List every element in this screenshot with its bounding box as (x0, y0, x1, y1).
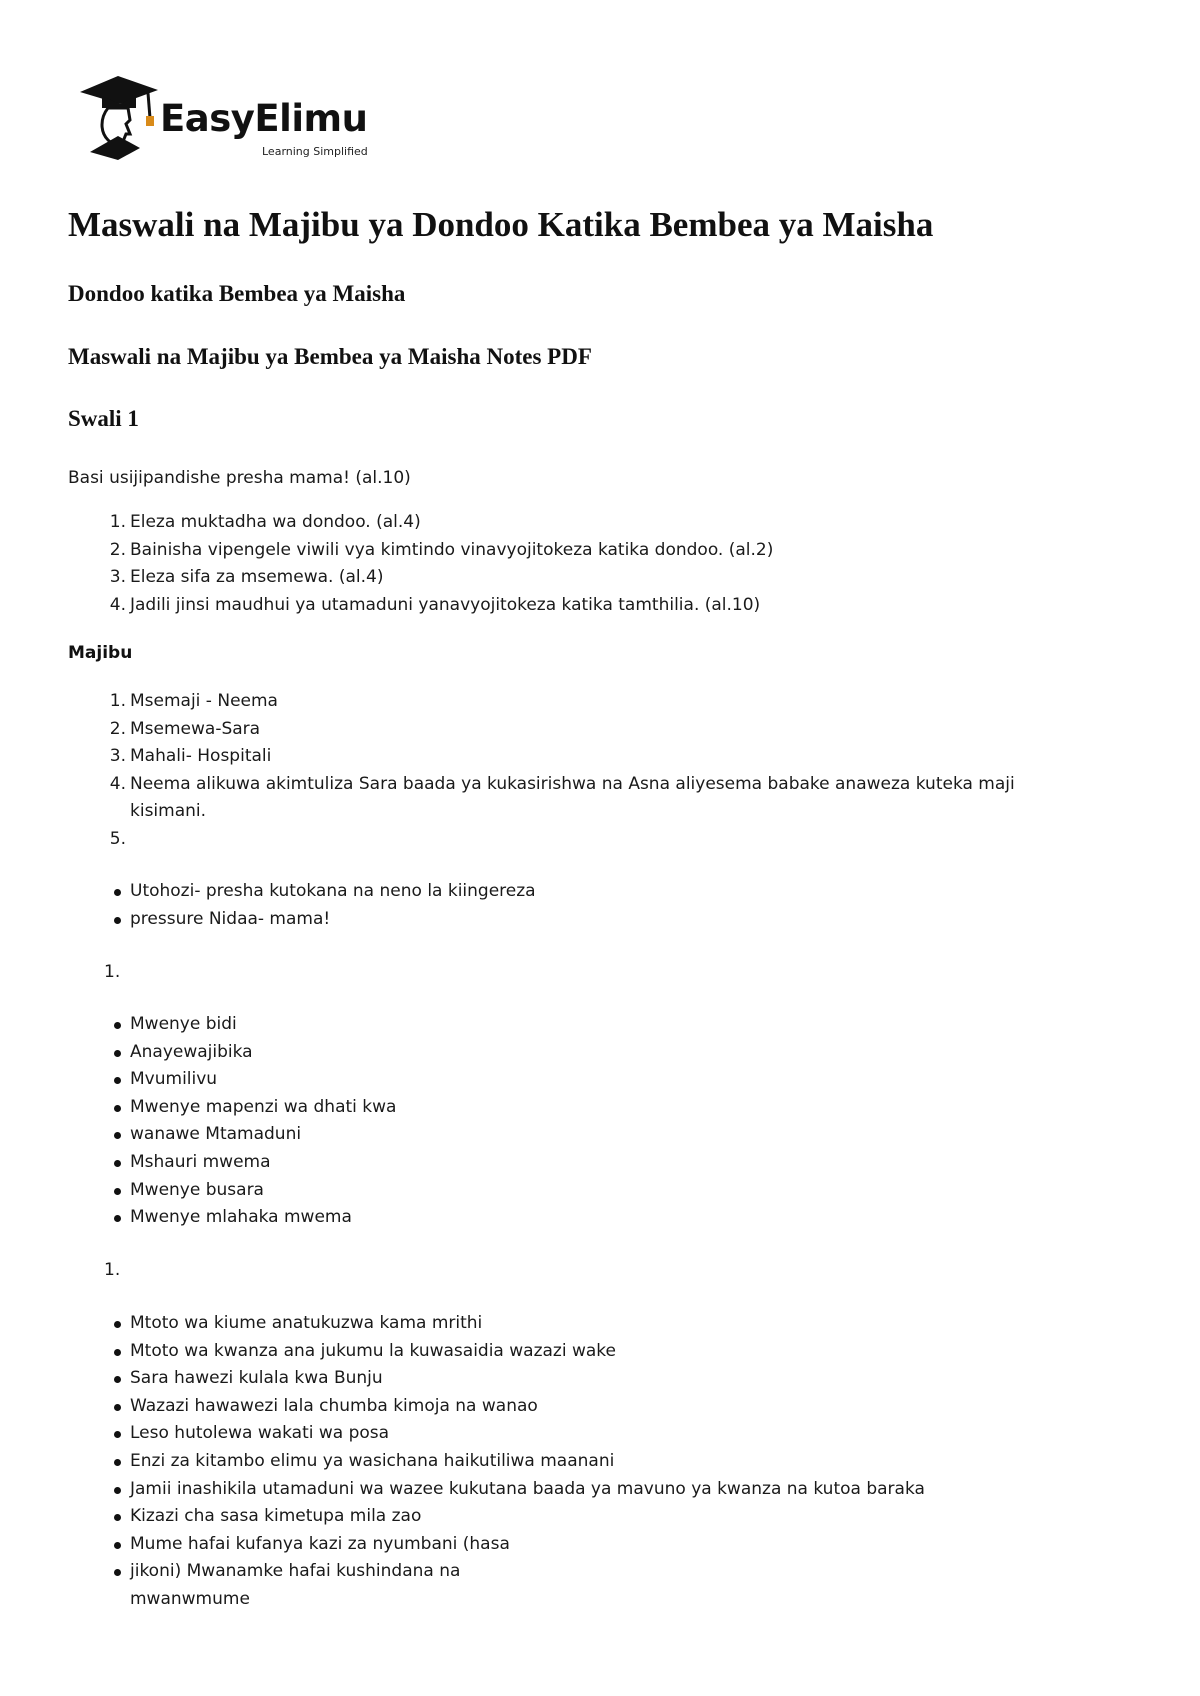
graduation-cap-icon (78, 74, 168, 164)
list-item (130, 1448, 1060, 1476)
list-item (130, 906, 536, 934)
bullet-text: Anayewajibika (130, 1041, 253, 1062)
bullet-icon (114, 1022, 121, 1029)
list-item (130, 1039, 396, 1067)
question-text: Eleza sifa za msemewa. (al.4) (130, 567, 384, 588)
bullet-icon (114, 1077, 121, 1084)
bullet-text: jikoni) Mwanamke hafai kushindana na mwanwmume (130, 1561, 461, 1609)
question-text: Jadili jinsi maudhui ya utamaduni yanavyojitokeza katika tamthilia. (al.10) (130, 594, 761, 615)
list-item (130, 1177, 396, 1205)
list-item (109, 537, 774, 565)
subtitle-notes-pdf: Maswali na Majibu ya Bembea ya Maisha Notes PDF (68, 344, 592, 369)
bullet-icon (114, 917, 121, 924)
list-item (130, 1393, 1060, 1421)
bullet-text: Mwenye busara (130, 1179, 264, 1200)
questions-list (109, 509, 774, 619)
list-item (130, 1558, 510, 1613)
list-item (109, 688, 1070, 716)
list-number: 2. (109, 718, 126, 739)
list-number: 2. (109, 539, 126, 560)
list-item (130, 1121, 396, 1149)
stylistic-bullets (130, 878, 536, 933)
list-item (130, 878, 536, 906)
list-item (109, 509, 773, 537)
list-item (130, 1310, 1060, 1338)
answer-text: Mahali- Hospitali (130, 746, 272, 767)
bullet-icon (114, 1459, 121, 1466)
bullet-icon (114, 1105, 121, 1112)
answer-text: Msemewa-Sara (130, 718, 261, 739)
list-item (130, 1503, 1060, 1531)
list-number: 4. (109, 773, 126, 794)
bullet-icon (114, 1215, 121, 1222)
bullet-icon (114, 1514, 121, 1521)
bullet-icon (114, 1050, 121, 1057)
bullet-icon (114, 1321, 121, 1328)
bullet-text: wanawe Mtamaduni (130, 1124, 302, 1145)
bullet-icon (114, 1569, 121, 1576)
quote-prompt: Basi usijipandishe presha mama! (al.10) (68, 468, 411, 488)
list-item (130, 1420, 1060, 1448)
list-item (109, 716, 1070, 744)
list-item (109, 564, 773, 592)
bullet-text: Mvumilivu (130, 1069, 218, 1090)
list-item (130, 1204, 396, 1232)
list-number: 1. (104, 1260, 121, 1280)
bullet-icon (114, 1487, 121, 1494)
bullet-text: pressure Nidaa- mama! (130, 908, 331, 929)
question-text: Bainisha vipengele viwili vya kimtindo vinavyojitokeza katika dondoo. (al.2) (130, 539, 774, 560)
bullet-icon (114, 1188, 121, 1195)
bullet-text: Mwenye mapenzi wa dhati kwa (130, 1096, 397, 1117)
bullet-text: Wazazi hawawezi lala chumba kimoja na wanao (130, 1395, 538, 1416)
bullet-text: Jamii inashikila utamaduni wa wazee kukutana baada ya mavuno ya kwanza na kutoa baraka (130, 1478, 925, 1499)
list-item (130, 1365, 1060, 1393)
bullet-text: Utohozi- presha kutokana na neno la kiingereza (130, 881, 536, 901)
list-number: 4. (109, 594, 126, 615)
list-item (130, 1476, 1060, 1504)
culture-bullets (130, 1310, 1060, 1614)
bullet-text: Mtoto wa kiume anatukuzwa kama mrithi (130, 1313, 483, 1333)
bullet-text: Leso hutolewa wakati wa posa (130, 1423, 390, 1444)
list-item (130, 1149, 396, 1177)
swali-heading: Swali 1 (68, 406, 139, 431)
bullet-icon (114, 1542, 121, 1549)
bullet-icon (114, 1132, 121, 1139)
bullet-text: Sara hawezi kulala kwa Bunju (130, 1368, 383, 1389)
logo-wordmark: EasyElimu (160, 97, 368, 140)
traits-bullets (130, 1011, 396, 1232)
bullet-icon (114, 1349, 121, 1356)
bullet-icon (114, 1431, 121, 1438)
list-item (130, 1338, 1060, 1366)
bullet-text: Enzi za kitambo elimu ya wasichana haikutiliwa maanani (130, 1450, 615, 1471)
bullet-text: Mtoto wa kwanza ana jukumu la kuwasaidia wazazi wake (130, 1340, 616, 1361)
list-number: 1. (109, 512, 126, 532)
page-title: Maswali na Majibu ya Dondoo Katika Bembea ya Maisha (68, 205, 934, 244)
list-item (130, 1011, 396, 1039)
list-item (130, 1066, 396, 1094)
logo-tagline: Learning Simplified (262, 145, 368, 158)
bullet-icon (114, 889, 121, 896)
bullet-text: Mshauri mwema (130, 1151, 271, 1172)
answers-list (109, 688, 1070, 854)
list-number: 1. (109, 691, 126, 711)
question-text: Eleza muktadha wa dondoo. (al.4) (130, 512, 421, 532)
list-item (109, 826, 1070, 854)
list-item (109, 592, 773, 620)
list-number: 3. (109, 746, 126, 767)
list-number: 1. (104, 962, 121, 982)
bullet-text: Mume hafai kufanya kazi za nyumbani (hasa (130, 1533, 510, 1554)
majibu-label: Majibu (68, 643, 133, 663)
list-number: 5. (109, 828, 126, 849)
answer-text: Msemaji - Neema (130, 691, 278, 711)
list-item (130, 1094, 396, 1122)
list-item (109, 771, 1070, 826)
bullet-icon (114, 1376, 121, 1383)
answer-text: Neema alikuwa akimtuliza Sara baada ya kukasirishwa na Asna aliyesema babake anaweza kuteka maji kisimani. (130, 773, 1015, 822)
bullet-text: Mwenye bidi (130, 1014, 237, 1034)
bullet-text: Mwenye mlahaka mwema (130, 1207, 352, 1228)
easyelimu-logo (78, 74, 378, 164)
list-item (109, 743, 1070, 771)
list-number: 3. (109, 567, 126, 588)
subtitle-dondoo: Dondoo katika Bembea ya Maisha (68, 281, 406, 306)
bullet-icon (114, 1404, 121, 1411)
bullet-text: Kizazi cha sasa kimetupa mila zao (130, 1506, 422, 1527)
list-item (130, 1531, 1060, 1559)
bullet-icon (114, 1160, 121, 1167)
